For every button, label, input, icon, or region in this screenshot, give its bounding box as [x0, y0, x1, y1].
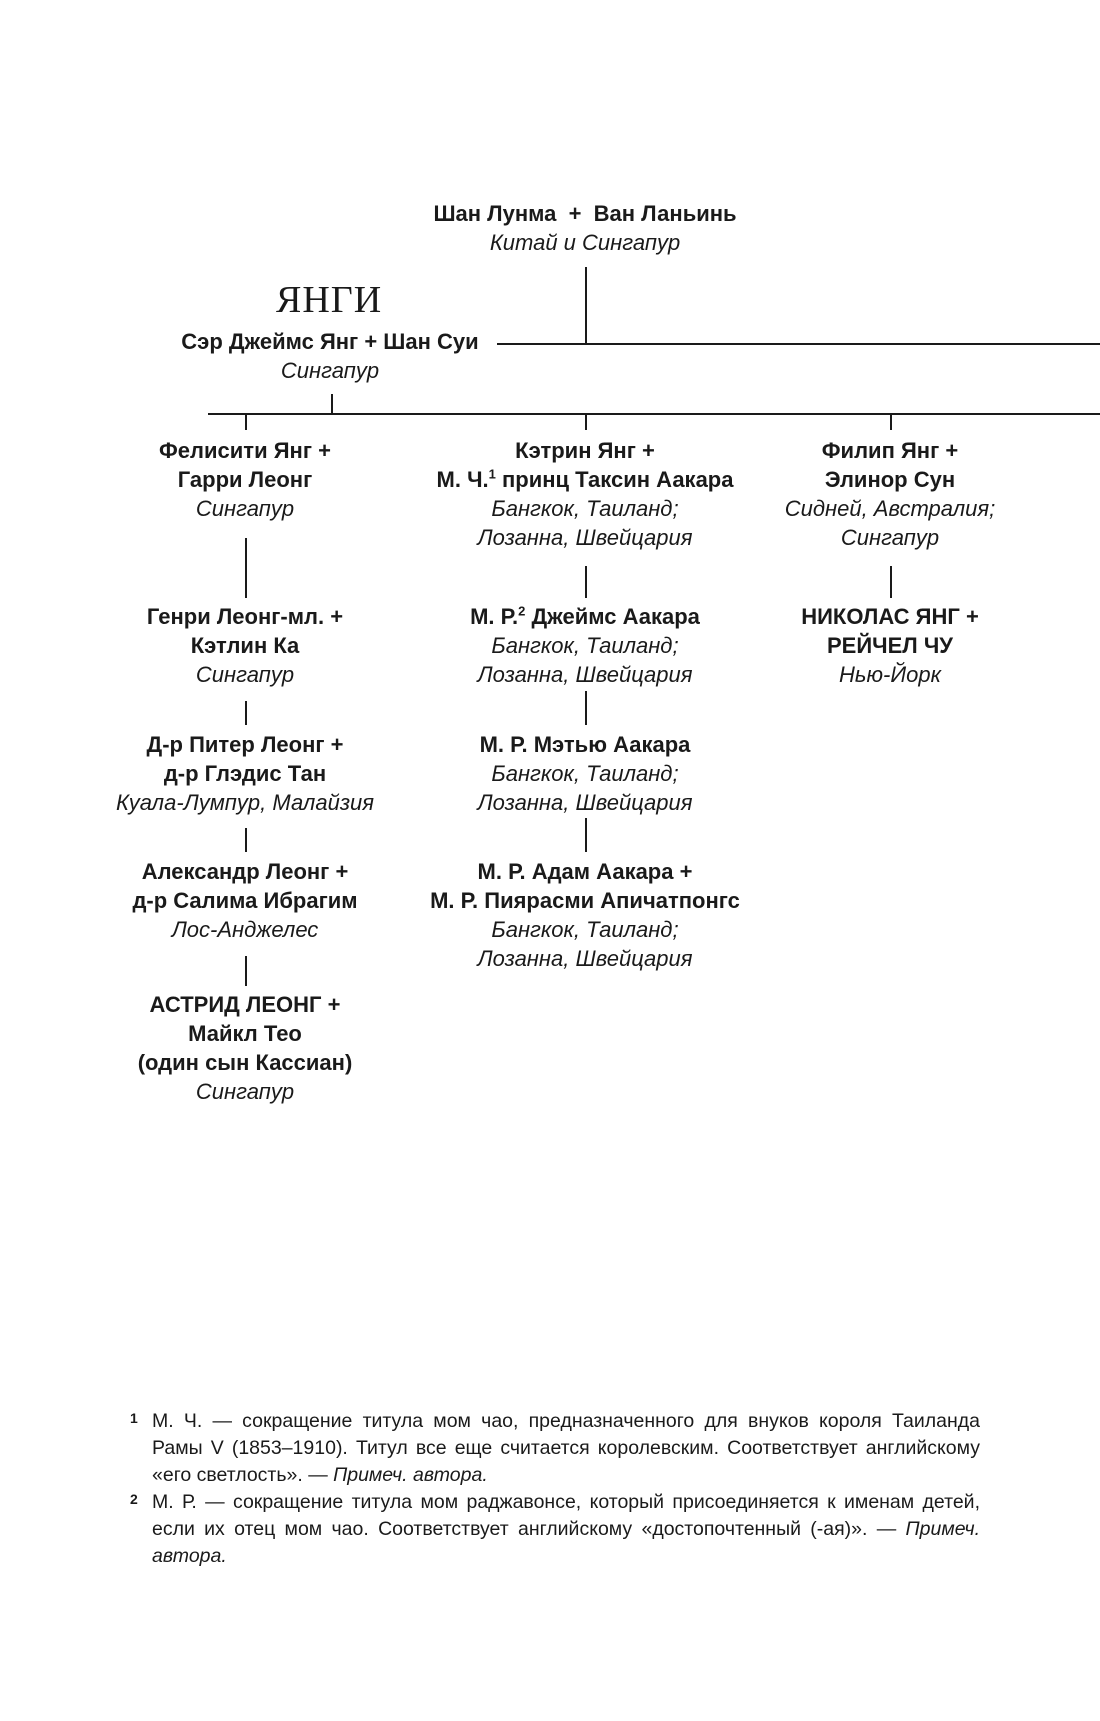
place-line: Сидней, Австралия;	[784, 496, 996, 521]
footnote-body: М. Р. — сокращение титула мом раджавонсе, который присоединяется к именам детей, если их отец мом чао. Соответствует английскому «достопочтенный (-ая)». —	[152, 1491, 980, 1540]
grandparents-names: Сэр Джеймс Янг + Шан Суи	[181, 329, 479, 354]
person-line: РЕЙЧЕЛ ЧУ	[827, 633, 953, 658]
place-line: Бангкок, Таиланд;	[491, 917, 679, 942]
person-line: Филип Янг +	[821, 438, 959, 463]
place-line: Бангкок, Таиланд;	[491, 761, 679, 786]
branch-1-gen-2	[95, 602, 395, 689]
place-line: Сингапур	[840, 525, 940, 550]
place-line: Бангкок, Таиланд;	[491, 633, 679, 658]
connector-b2-2	[585, 691, 587, 725]
footnote-number: 2	[130, 1491, 138, 1507]
grandparents-descent-line	[331, 394, 333, 414]
branch-1-gen-3	[95, 730, 395, 817]
connector-b3-1	[890, 566, 892, 598]
branch-2-gen-3	[410, 730, 760, 817]
person-line: Элинор Сун	[824, 467, 956, 492]
grandparents-couple	[130, 327, 530, 385]
person-line: М. Р. Пиярасми Апичатпонгс	[430, 888, 740, 913]
place-line: Сингапур	[195, 496, 295, 521]
branch-1-gen-1	[95, 436, 395, 523]
footnote-number: 1	[130, 1410, 138, 1426]
person-line: НИКОЛАС ЯНГ +	[801, 604, 979, 629]
marriage-line	[497, 343, 1100, 345]
drop-line-branch-1	[245, 413, 247, 430]
person-line: Майкл Тео	[188, 1021, 302, 1046]
person-line	[410, 465, 760, 494]
connector-b1-3	[245, 828, 247, 852]
title-abbr: М. Р.	[470, 604, 519, 629]
footnote-text	[152, 1408, 980, 1489]
place-line: Лозанна, Швейцария	[477, 525, 693, 550]
person-name: принц Таксин Аакара	[495, 467, 734, 492]
footnote-attribution: Примеч. автора.	[152, 1518, 980, 1567]
person-line: Фелисити Янг +	[159, 438, 331, 463]
person-line: АСТРИД ЛЕОНГ +	[149, 992, 341, 1017]
person-line: М. Р. Мэтью Аакара	[479, 732, 691, 757]
branch-3-gen-2	[755, 602, 1025, 689]
person-line: Гарри Леонг	[177, 467, 313, 492]
root-names: Шан Лунма + Ван Ланьинь	[433, 201, 737, 226]
place-line: Лос-Анджелес	[171, 917, 319, 942]
footnote-2	[130, 1489, 980, 1570]
person-line	[410, 602, 760, 631]
branch-1-gen-4	[95, 857, 395, 944]
footnote-body: М. Ч. — сокращение титула мом чао, предназначенного для внуков короля Таиланда Рамы V (1853–1910). Титул все еще считается королевским. Соответствует английскому «его светлость». —	[152, 1410, 980, 1486]
person-line: (один сын Кассиан)	[137, 1050, 353, 1075]
branch-1-gen-5	[95, 990, 395, 1106]
person-line: Генри Леонг-мл. +	[146, 604, 344, 629]
branch-2-gen-1	[410, 436, 760, 552]
place-line: Лозанна, Швейцария	[477, 662, 693, 687]
branch-3-gen-1	[755, 436, 1025, 552]
drop-line-branch-3	[890, 413, 892, 430]
place-line: Бангкок, Таиланд;	[491, 496, 679, 521]
title-abbr: М. Ч.	[436, 467, 489, 492]
grandparents-place: Сингапур	[280, 358, 380, 383]
drop-line-branch-2	[585, 413, 587, 430]
branch-2-gen-4	[410, 857, 760, 973]
place-line: Лозанна, Швейцария	[477, 946, 693, 971]
connector-b1-2	[245, 701, 247, 725]
footnote-1	[130, 1408, 980, 1489]
place-line: Сингапур	[195, 662, 295, 687]
connector-b2-1	[585, 566, 587, 598]
person-line: Кэтлин Ка	[190, 633, 300, 658]
connector-b1-1	[245, 538, 247, 598]
family-title: ЯНГИ	[276, 279, 383, 321]
person-line: д-р Глэдис Тан	[163, 761, 327, 786]
children-line	[208, 413, 1100, 415]
person-line: д-р Салима Ибрагим	[132, 888, 358, 913]
connector-b1-4	[245, 956, 247, 986]
place-line: Нью-Йорк	[839, 662, 941, 687]
place-line: Куала-Лумпур, Малайзия	[115, 790, 375, 815]
place-line: Сингапур	[195, 1079, 295, 1104]
person-line: М. Р. Адам Аакара +	[477, 859, 693, 884]
person-line: Александр Леонг +	[141, 859, 349, 884]
connector-b2-3	[585, 818, 587, 852]
root-descent-line	[585, 267, 587, 344]
root-couple	[385, 199, 785, 257]
footnotes	[130, 1408, 980, 1570]
root-place: Китай и Сингапур	[489, 230, 681, 255]
place-line: Лозанна, Швейцария	[477, 790, 693, 815]
footnote-attribution: Примеч. автора.	[333, 1464, 488, 1486]
person-line: Кэтрин Янг +	[515, 438, 655, 463]
branch-2-gen-2	[410, 602, 760, 689]
footnote-ref-1: 1	[488, 466, 496, 482]
footnote-ref-2: 2	[518, 603, 526, 619]
person-name: Джеймс Аакара	[525, 604, 700, 629]
footnote-text	[152, 1489, 980, 1570]
person-line: Д-р Питер Леонг +	[146, 732, 344, 757]
